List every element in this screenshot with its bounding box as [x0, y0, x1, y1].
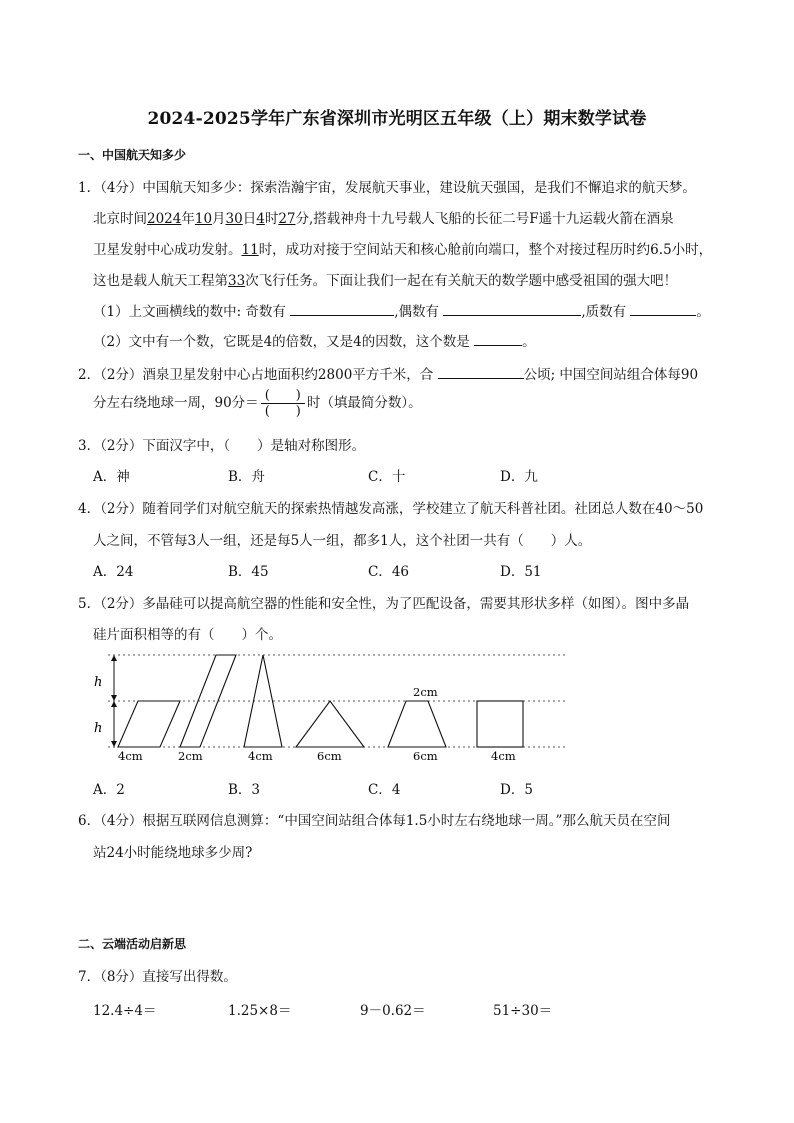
q1-sub-2 [93, 330, 536, 350]
underlined-number: 30 [225, 211, 243, 227]
base-label-trapezoid: 6cm [413, 749, 438, 763]
underlined-number: 33 [228, 273, 246, 289]
q1-sub-text: 。 [696, 304, 710, 320]
base-label-triangle-short: 6cm [317, 749, 342, 763]
q4-line-2: 人之间，不管每3人一组，还是每5人一组，都多1人，这个社团一共有（ ）人。 [93, 533, 592, 549]
q1-text: 这也是载人航天工程第 [93, 273, 228, 289]
q2-text: 2．（2分）酒泉卫星发射中心占地面积约2800平方千米，合 [78, 367, 434, 383]
q1-sub-text: （2）文中有一个数，它既是4的倍数，又是4的因数，这个数是 [93, 334, 470, 350]
q1-line-4 [93, 269, 677, 289]
height-label-upper: h [94, 675, 103, 690]
fraction-numerator: ( ) [261, 388, 305, 404]
base-label-triangle-tall: 4cm [248, 749, 273, 763]
underlined-number: 10 [194, 211, 213, 227]
square [477, 701, 523, 747]
height-arrow-lower [111, 701, 117, 747]
q7-item-1: 12.4÷4＝ [93, 1003, 157, 1019]
q4-line-1: 4．（2分）随着同学们对航空航天的探索热情越发高涨，学校建立了航天科普社团。社团总人数在40～50 [78, 501, 704, 517]
q4-option-a[interactable]: A．24 [93, 564, 134, 580]
q1-sub-1 [93, 300, 710, 320]
q3-option-b[interactable]: B．舟 [228, 469, 265, 485]
silicon-shapes-figure [88, 648, 578, 768]
height-arrow-upper [111, 655, 117, 701]
multiple-factor-answer-blank[interactable] [474, 333, 522, 346]
q3-option-d[interactable]: D．九 [500, 469, 538, 485]
q2-text: 分左右绕地球一周，90分＝ [93, 395, 259, 411]
q1-sub-text: ,偶数有 [394, 304, 440, 320]
hectare-answer-blank[interactable] [438, 366, 524, 379]
q5-line-1: 5．（2分）多晶硅可以提高航空器的性能和安全性，为了匹配设备，需要其形状多样（如图）。图中多晶 [78, 596, 690, 612]
q1-line-3 [93, 238, 712, 258]
q1-text: 分,搭载神舟十九号载人飞船的长征二号F遥十九运载火箭在酒泉 [295, 211, 674, 227]
q1-sub-text: ,质数有 [581, 304, 627, 320]
q1-line-2 [93, 207, 674, 227]
q7-item-3: 9－0.62＝ [360, 1003, 426, 1019]
q1-text: 时，成功对接于空间站天和核心舱前向端口，整个对接过程历时约6.5小时， [258, 242, 713, 258]
parallelogram-short [118, 701, 180, 747]
underlined-number: 2024 [147, 211, 182, 227]
fraction-answer[interactable] [261, 388, 305, 419]
q1-line-1: 1．（4分）中国航天知多少：探索浩瀚宇宙，发展航天事业，建设航天强国，是我们不懈追求的航天梦。 [78, 180, 696, 196]
base-label-square: 4cm [491, 749, 516, 763]
even-answer-blank[interactable] [443, 303, 581, 316]
base-label-parallelogram-short: 4cm [118, 749, 143, 763]
q5-line-2: 硅片面积相等的有（ ）个。 [93, 627, 282, 643]
odd-answer-blank[interactable] [290, 303, 394, 316]
q1-text: 卫星发射中心成功发射。 [93, 242, 242, 258]
q1-text: 时 [264, 211, 279, 227]
q5-option-b[interactable]: B．3 [228, 782, 261, 798]
q3-option-c[interactable]: C．十 [368, 469, 406, 485]
q1-sub-text: （1）上文画横线的数中: 奇数有 [93, 304, 286, 320]
q2-text: 时（填最简分数）。 [306, 395, 422, 411]
q2-line-2 [93, 388, 422, 419]
q3-stem: 3．（2分）下面汉字中，（ ）是轴对称图形。 [78, 438, 366, 454]
q1-text: 次飞行任务。下面让我们一起在有关航天的数学题中感受祖国的强大吧！ [245, 273, 678, 289]
q1-text: 月 [212, 211, 226, 227]
q5-option-a[interactable]: A．2 [93, 782, 125, 798]
base-label-parallelogram-tall: 2cm [178, 749, 203, 763]
section-2-heading: 二、云端活动启新思 [78, 937, 187, 951]
q1-sub-text: 。 [522, 334, 536, 350]
q7-item-2: 1.25×8＝ [228, 1003, 292, 1019]
q1-text: 年 [181, 211, 195, 227]
q4-option-c[interactable]: C．46 [368, 564, 410, 580]
q6-line-2: 站24小时能绕地球多少周? [93, 845, 253, 861]
section-1-heading: 一、中国航天知多少 [78, 148, 187, 162]
height-label-lower: h [94, 721, 103, 736]
q6-line-1: 6．（4分）根据互联网信息测算：“中国空间站组合体每1.5小时左右绕地球一周。”那么航天员在空间 [78, 813, 671, 829]
q2-line-1 [78, 363, 698, 383]
trapezoid-top-label: 2cm [413, 685, 438, 699]
q4-option-b[interactable]: B．45 [228, 564, 269, 580]
q1-text: 日 [242, 211, 257, 227]
q4-option-d[interactable]: D．51 [500, 564, 542, 580]
trapezoid [388, 701, 446, 747]
q5-option-c[interactable]: C．4 [368, 782, 401, 798]
underlined-number: 11 [241, 242, 259, 258]
underlined-number: 4 [256, 211, 265, 227]
fraction-denominator: ( ) [264, 404, 301, 419]
q1-text: 北京时间 [93, 211, 147, 227]
underlined-number: 27 [278, 211, 296, 227]
q7-item-4: 51÷30＝ [493, 1003, 553, 1019]
q7-stem: 7．（8分）直接写出得数。 [78, 969, 237, 985]
exam-title: 2024-2025学年广东省深圳市光明区五年级（上）期末数学试卷 [147, 109, 647, 129]
q5-option-d[interactable]: D．5 [500, 782, 533, 798]
q3-option-a[interactable]: A．神 [93, 469, 130, 485]
q2-text: 公顷; 中国空间站组合体每90 [523, 367, 699, 383]
prime-answer-blank[interactable] [630, 303, 696, 316]
triangle-short [296, 701, 364, 747]
